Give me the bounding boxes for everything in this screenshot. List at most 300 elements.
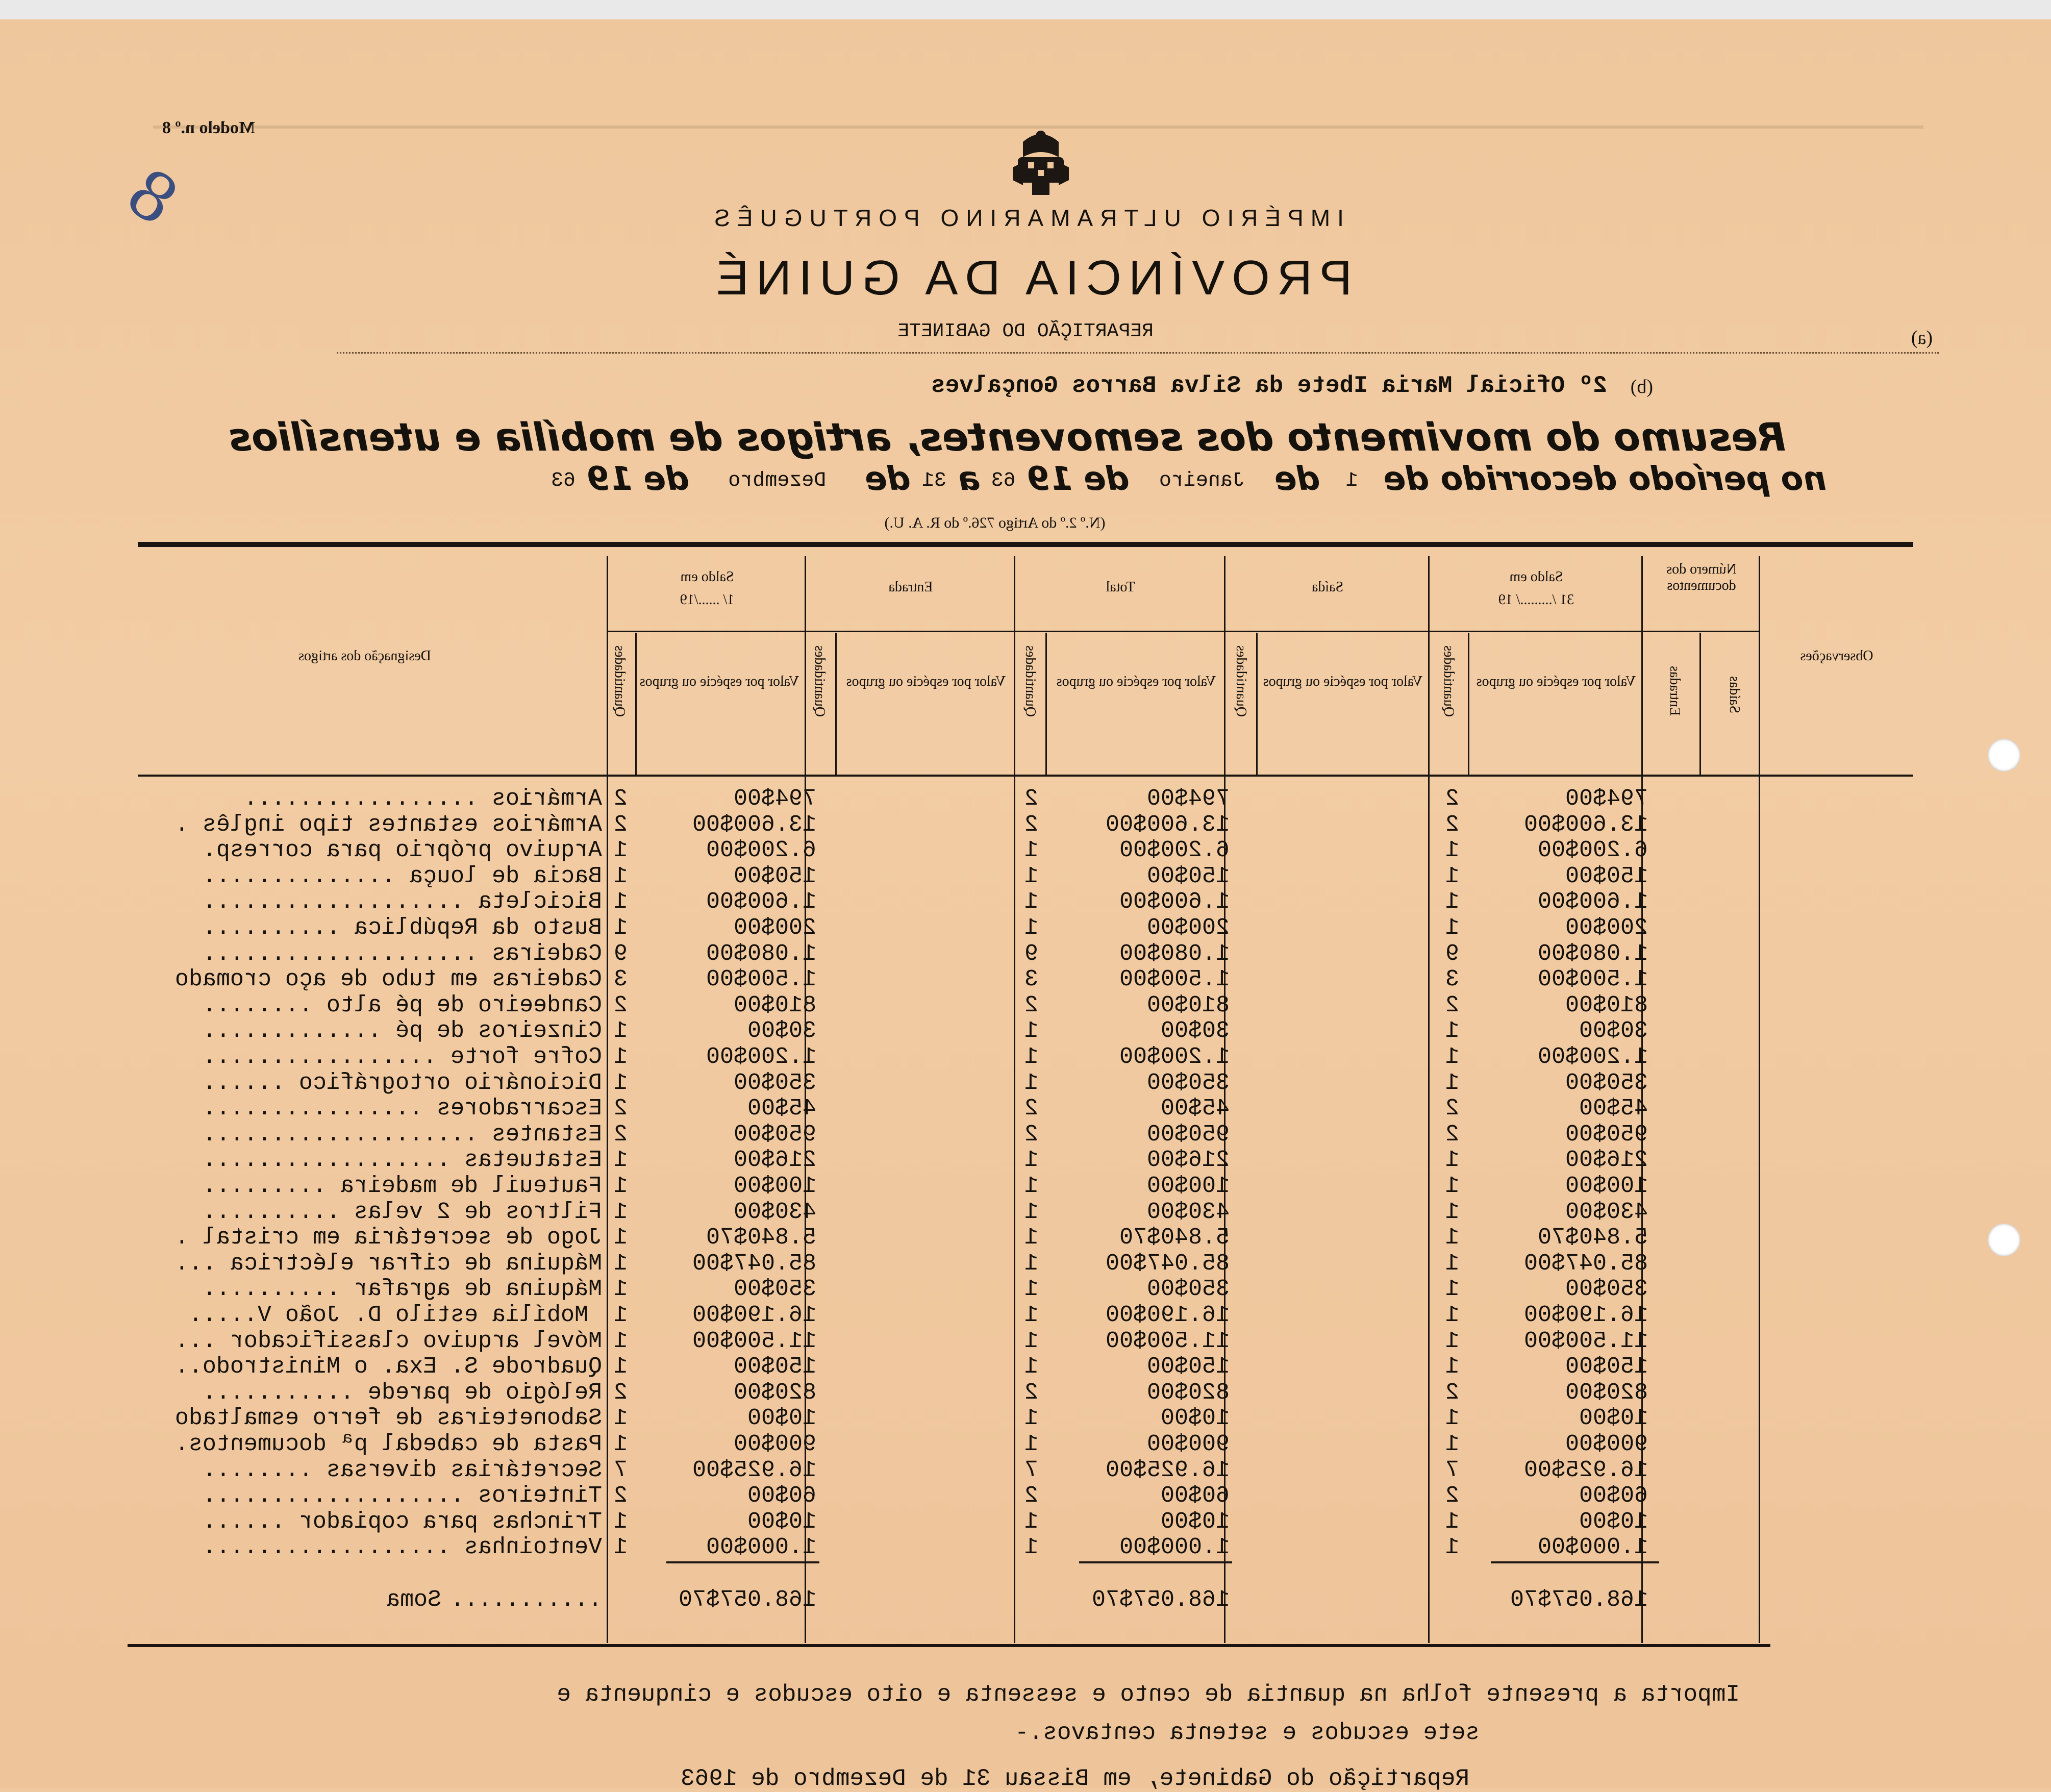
total-quantity: 2 bbox=[1024, 992, 1038, 1018]
soma-saldo1: 168.057$70 bbox=[678, 1587, 816, 1613]
table-row bbox=[0, 1070, 2051, 1096]
total-quantity: 2 bbox=[1024, 1483, 1038, 1509]
total-value: 100$00 bbox=[1146, 1173, 1230, 1199]
saldo1-value: 950$00 bbox=[733, 1121, 816, 1148]
saldo1-value: 820$00 bbox=[733, 1379, 816, 1406]
footer-line-1: Importa a presente folha na quantia de cento e sessenta e oito escudos e cinquenta e bbox=[557, 1681, 1740, 1708]
total-value: 1.080$00 bbox=[1119, 940, 1230, 967]
department-dotted-line bbox=[337, 352, 1939, 354]
subtotal-line-saldo2 bbox=[1491, 1561, 1659, 1563]
item-description: Saboneteiras de ferro esmaltado bbox=[174, 1405, 602, 1432]
saldo2-value: 10$00 bbox=[1579, 1405, 1648, 1432]
saldo2-value: 10$00 bbox=[1579, 1508, 1648, 1535]
saldo1-value: 430$00 bbox=[733, 1199, 816, 1225]
province-heading: PROVÍNCIA DA GUINÉ bbox=[709, 251, 1353, 305]
saldo1-quantity: 1 bbox=[613, 1173, 628, 1199]
saldo1-quantity: 7 bbox=[613, 1457, 628, 1483]
saldo2-quantity: 1 bbox=[1445, 1147, 1459, 1174]
saldo1-quantity: 1 bbox=[613, 837, 628, 864]
table-row bbox=[0, 812, 2051, 837]
item-description: Ventoinhas .................. bbox=[202, 1534, 602, 1561]
header-observacoes: Observações bbox=[1800, 648, 1873, 664]
item-description: Dicionário ortográfico ...... bbox=[202, 1069, 602, 1096]
period-end-day: 31 bbox=[922, 469, 947, 492]
total-quantity: 1 bbox=[1024, 1147, 1038, 1174]
saldo1-value: 85.047$00 bbox=[692, 1250, 816, 1277]
saldo2-value: 794$00 bbox=[1565, 786, 1648, 812]
total-quantity: 7 bbox=[1024, 1457, 1038, 1483]
item-description: Bacia de louça .............. bbox=[202, 863, 602, 889]
header-qtd-saida: Quantidades bbox=[1233, 645, 1249, 717]
total-value: 350$00 bbox=[1146, 1069, 1230, 1096]
table-row bbox=[0, 1276, 2051, 1302]
saldo1-value: 11.500$00 bbox=[692, 1328, 816, 1354]
empire-heading: IMPÉRIO ULTRAMARINO PORTUGUÊS bbox=[707, 205, 1344, 231]
saldo2-value: 85.047$00 bbox=[1523, 1250, 1648, 1277]
total-value: 5.840$70 bbox=[1119, 1225, 1230, 1251]
saldo1-value: 150$00 bbox=[733, 1354, 816, 1380]
total-value: 45$00 bbox=[1160, 1096, 1230, 1122]
coat-of-arms-emblem bbox=[1008, 121, 1074, 198]
saldo2-value: 45$00 bbox=[1579, 1096, 1648, 1122]
saldo2-quantity: 1 bbox=[1445, 915, 1459, 941]
total-quantity: 1 bbox=[1024, 1199, 1038, 1225]
saldo1-quantity: 1 bbox=[613, 1199, 628, 1225]
item-description: Estantes .................... bbox=[202, 1121, 602, 1148]
period-text-6: de 19 bbox=[587, 460, 689, 498]
saldo2-value: 1.600$00 bbox=[1537, 889, 1648, 915]
total-quantity: 1 bbox=[1024, 1328, 1038, 1354]
total-quantity: 1 bbox=[1024, 1302, 1038, 1328]
table-row bbox=[0, 1354, 2051, 1379]
regulation-note: (N.º 2.º do Artigo 726.º do R. A. U.) bbox=[884, 514, 1106, 531]
table-row bbox=[0, 1431, 2051, 1457]
saldo1-value: 100$00 bbox=[733, 1173, 816, 1199]
total-quantity: 1 bbox=[1024, 1534, 1038, 1561]
header-saldo-final: Saldo em bbox=[1509, 569, 1563, 585]
header-sub-rule bbox=[608, 631, 1760, 632]
item-description: Móvel arquivo classificador ... bbox=[174, 1328, 602, 1354]
saldo1-quantity: 1 bbox=[613, 915, 628, 941]
table-row bbox=[0, 863, 2051, 889]
total-value: 16.190$00 bbox=[1105, 1302, 1230, 1328]
item-description: Quadrode S. Exa. o Ministrodo.. bbox=[174, 1354, 602, 1380]
saldo2-value: 350$00 bbox=[1565, 1276, 1648, 1303]
soma-saldo2: 168.057$70 bbox=[1510, 1587, 1648, 1613]
header-valor-saida: Valor por espécie ou grupos bbox=[1263, 674, 1423, 689]
saldo2-quantity: 1 bbox=[1445, 1225, 1459, 1251]
table-row bbox=[0, 966, 2051, 992]
item-description: Cinzeiros de pé ............. bbox=[202, 1018, 602, 1044]
saldo1-quantity: 2 bbox=[613, 1121, 628, 1148]
saldo2-quantity: 2 bbox=[1445, 1379, 1459, 1406]
saldo2-quantity: 2 bbox=[1445, 992, 1459, 1018]
header-saidas: Saídas bbox=[1727, 676, 1742, 714]
total-quantity: 1 bbox=[1024, 837, 1038, 864]
saldo1-quantity: 1 bbox=[613, 1147, 628, 1174]
total-quantity: 3 bbox=[1024, 966, 1038, 993]
punch-hole-bottom bbox=[1988, 1224, 2020, 1256]
total-quantity: 1 bbox=[1024, 1069, 1038, 1096]
total-value: 11.500$00 bbox=[1105, 1328, 1230, 1354]
header-saldo-final-date: 31 /........./ 19 bbox=[1498, 592, 1574, 608]
item-description: Arquivo próprio para corresp. bbox=[202, 837, 602, 864]
period-text-4: a bbox=[958, 460, 980, 498]
table-row bbox=[0, 1147, 2051, 1173]
saldo2-quantity: 7 bbox=[1445, 1457, 1459, 1483]
table-row bbox=[0, 1044, 2051, 1069]
saldo1-quantity: 2 bbox=[613, 1483, 628, 1509]
footer-rule bbox=[128, 1644, 1770, 1647]
saldo2-quantity: 1 bbox=[1445, 863, 1459, 889]
col-sep-docs bbox=[1699, 633, 1701, 776]
period-text-3: de 19 bbox=[1027, 460, 1130, 498]
total-value: 900$00 bbox=[1146, 1431, 1230, 1457]
saldo1-value: 1.000$00 bbox=[706, 1534, 816, 1561]
note-a-mark: (a) bbox=[1911, 327, 1933, 349]
saldo1-value: 1.500$00 bbox=[706, 966, 816, 993]
total-value: 794$00 bbox=[1146, 786, 1230, 812]
footer-line-3: Repartição do Gabinete, em Bissau 31 de Dezembro de 1963 bbox=[681, 1765, 1469, 1792]
table-row bbox=[0, 1483, 2051, 1508]
soma-label: Soma bbox=[386, 1587, 441, 1613]
item-description: Máquina de cifrar eléctrica ... bbox=[174, 1250, 602, 1277]
total-value: 810$00 bbox=[1146, 992, 1230, 1018]
table-row bbox=[0, 1405, 2051, 1431]
saldo1-quantity: 1 bbox=[613, 1302, 628, 1328]
header-saldo-inicial-date: 1/ ....../19 bbox=[680, 592, 735, 608]
total-quantity: 1 bbox=[1024, 1225, 1038, 1251]
saldo2-value: 16.190$00 bbox=[1523, 1302, 1648, 1328]
saldo2-quantity: 1 bbox=[1445, 1302, 1459, 1328]
total-quantity: 1 bbox=[1024, 1431, 1038, 1457]
item-description: Escarradores ................ bbox=[202, 1096, 602, 1122]
saldo2-quantity: 1 bbox=[1445, 1508, 1459, 1535]
table-row bbox=[0, 1380, 2051, 1405]
col-sep-total-q bbox=[1045, 633, 1047, 776]
official-name: 2º Oficial Maria Ibete da Silva Barros Gonçalves bbox=[931, 372, 1607, 399]
table-row bbox=[0, 1173, 2051, 1199]
total-quantity: 1 bbox=[1024, 1250, 1038, 1277]
total-quantity: 1 bbox=[1024, 1173, 1038, 1199]
header-saldo-inicial: Saldo em bbox=[680, 569, 734, 585]
saldo1-quantity: 1 bbox=[613, 1250, 628, 1277]
total-value: 150$00 bbox=[1146, 863, 1230, 889]
item-description: Relógio de parede ........... bbox=[202, 1379, 602, 1406]
item-description: Armários estantes tipo inglês . bbox=[174, 811, 602, 838]
total-value: 216$00 bbox=[1146, 1147, 1230, 1174]
saldo2-value: 150$00 bbox=[1565, 863, 1648, 889]
saldo1-quantity: 1 bbox=[613, 1354, 628, 1380]
saldo1-value: 45$00 bbox=[747, 1096, 816, 1122]
saldo2-quantity: 1 bbox=[1445, 1018, 1459, 1044]
saldo1-quantity: 1 bbox=[613, 1431, 628, 1457]
saldo1-quantity: 1 bbox=[613, 1069, 628, 1096]
subtotal-line-total bbox=[1079, 1561, 1232, 1563]
total-value: 6.200$00 bbox=[1119, 837, 1230, 864]
saldo2-quantity: 2 bbox=[1445, 1483, 1459, 1509]
saldo2-value: 100$00 bbox=[1565, 1173, 1648, 1199]
table-row bbox=[0, 837, 2051, 863]
total-quantity: 1 bbox=[1024, 889, 1038, 915]
table-row bbox=[0, 1122, 2051, 1147]
saldo2-quantity: 2 bbox=[1445, 1121, 1459, 1148]
period-line bbox=[551, 460, 1827, 498]
item-description: Cadeiras em tubo de aço cromado bbox=[174, 966, 602, 993]
total-quantity: 1 bbox=[1024, 863, 1038, 889]
item-description: Pasta de cabedal pª documentos. bbox=[174, 1431, 602, 1457]
saldo2-quantity: 9 bbox=[1445, 940, 1459, 967]
saldo2-value: 16.925$00 bbox=[1523, 1457, 1648, 1483]
saldo1-value: 16.925$00 bbox=[692, 1457, 816, 1483]
total-quantity: 2 bbox=[1024, 786, 1038, 812]
saldo1-value: 6.200$00 bbox=[706, 837, 816, 864]
table-row bbox=[0, 1534, 2051, 1560]
saldo1-quantity: 2 bbox=[613, 1379, 628, 1406]
saldo2-value: 13.600$00 bbox=[1523, 811, 1648, 838]
item-description: Cadeiras .................... bbox=[202, 940, 602, 967]
saldo1-quantity: 1 bbox=[613, 1225, 628, 1251]
saldo1-value: 10$00 bbox=[747, 1405, 816, 1432]
saldo1-value: 1.080$00 bbox=[706, 940, 816, 967]
header-numero-docs: Número dos documentos bbox=[1666, 561, 1737, 594]
saldo1-value: 810$00 bbox=[733, 992, 816, 1018]
col-sep-entrada-q bbox=[835, 633, 837, 776]
table-row bbox=[0, 786, 2051, 811]
saldo1-quantity: 1 bbox=[613, 1508, 628, 1535]
header-valor-saldo1: Valor por espécie ou grupos bbox=[639, 674, 799, 689]
saldo1-quantity: 1 bbox=[613, 1276, 628, 1303]
saldo1-quantity: 3 bbox=[613, 966, 628, 993]
header-entradas: Entradas bbox=[1667, 666, 1683, 716]
total-value: 10$00 bbox=[1160, 1508, 1230, 1535]
saldo1-value: 13.600$00 bbox=[692, 811, 816, 838]
header-valor-total: Valor por espécie ou grupos bbox=[1056, 674, 1216, 689]
saldo2-value: 350$00 bbox=[1565, 1069, 1648, 1096]
total-quantity: 9 bbox=[1024, 940, 1038, 967]
saldo2-quantity: 1 bbox=[1445, 1354, 1459, 1380]
saldo2-quantity: 1 bbox=[1445, 1044, 1459, 1070]
saldo1-value: 1.200$00 bbox=[706, 1044, 816, 1070]
table-row bbox=[0, 1302, 2051, 1328]
item-description: Bicicleta ................... bbox=[202, 889, 602, 915]
header-designacao: Designação dos artigos bbox=[298, 648, 431, 664]
item-description: Armários ................. bbox=[243, 786, 602, 812]
saldo2-quantity: 2 bbox=[1445, 811, 1459, 838]
total-quantity: 1 bbox=[1024, 1508, 1038, 1535]
total-value: 820$00 bbox=[1146, 1379, 1230, 1406]
header-total: Total bbox=[1106, 579, 1135, 595]
saldo2-value: 1.200$00 bbox=[1537, 1044, 1648, 1070]
item-description: Tinteiros ................... bbox=[202, 1483, 602, 1509]
saldo1-quantity: 2 bbox=[613, 786, 628, 812]
period-start-day: 1 bbox=[1345, 469, 1358, 492]
saldo1-value: 794$00 bbox=[733, 786, 816, 812]
saldo2-quantity: 3 bbox=[1445, 966, 1459, 993]
total-value: 16.925$00 bbox=[1105, 1457, 1230, 1483]
saldo1-value: 10$00 bbox=[747, 1508, 816, 1535]
item-description: Máquina de agrafar .......... bbox=[202, 1276, 602, 1303]
period-start-month: Janeiro bbox=[1159, 469, 1245, 492]
col-sep-saldo1-q bbox=[635, 633, 637, 776]
saldo1-quantity: 1 bbox=[613, 1044, 628, 1070]
total-quantity: 1 bbox=[1024, 1405, 1038, 1432]
footer-line-2: sete escudos e setenta centavos.- bbox=[1015, 1720, 1480, 1746]
table-row bbox=[0, 1018, 2051, 1043]
total-value: 30$00 bbox=[1160, 1018, 1230, 1044]
soma-total: 168.057$70 bbox=[1091, 1587, 1230, 1613]
total-quantity: 1 bbox=[1024, 915, 1038, 941]
saldo2-quantity: 1 bbox=[1445, 1199, 1459, 1225]
header-qtd-saldo2: Quantidades bbox=[1441, 645, 1457, 717]
total-value: 950$00 bbox=[1146, 1121, 1230, 1148]
total-value: 350$00 bbox=[1146, 1276, 1230, 1303]
total-value: 430$00 bbox=[1146, 1199, 1230, 1225]
table-row bbox=[0, 1096, 2051, 1121]
saldo1-value: 200$00 bbox=[733, 915, 816, 941]
saldo1-value: 5.840$70 bbox=[706, 1225, 816, 1251]
period-text-5: de bbox=[865, 460, 911, 498]
saldo1-value: 216$00 bbox=[733, 1147, 816, 1174]
period-end-year: 63 bbox=[551, 469, 576, 492]
punch-hole-top bbox=[1988, 739, 2020, 771]
item-description: Jogo de secretária em cristal . bbox=[174, 1225, 602, 1251]
table-row bbox=[0, 915, 2051, 940]
saldo2-quantity: 1 bbox=[1445, 1250, 1459, 1277]
department-heading: REPARTIÇÃO DO GABINETE bbox=[897, 320, 1154, 342]
item-description: Trinchas para copiador ...... bbox=[202, 1508, 602, 1535]
period-text-2: de bbox=[1274, 460, 1320, 498]
document-title: Resumo do movimento dos semoventes, artigos de mobília e utensílios bbox=[228, 414, 1786, 460]
soma-dots: ........... bbox=[450, 1587, 602, 1613]
saldo2-value: 200$00 bbox=[1565, 915, 1648, 941]
saldo2-quantity: 1 bbox=[1445, 1431, 1459, 1457]
table-row bbox=[0, 1251, 2051, 1276]
item-description: Busto da República .......... bbox=[202, 915, 602, 941]
saldo2-quantity: 2 bbox=[1445, 786, 1459, 812]
scan-top-strip bbox=[0, 0, 2051, 19]
saldo2-value: 150$00 bbox=[1565, 1354, 1648, 1380]
note-b-mark: (b) bbox=[1630, 376, 1653, 397]
saldo2-value: 810$00 bbox=[1565, 992, 1648, 1018]
header-valor-saldo2: Valor por espécie ou grupos bbox=[1476, 674, 1636, 689]
item-description: Filtros de 2 velas .......... bbox=[202, 1199, 602, 1225]
total-quantity: 2 bbox=[1024, 1096, 1038, 1122]
modelo-label: Modelo n.º 8 bbox=[162, 118, 255, 137]
saldo2-value: 1.080$00 bbox=[1537, 940, 1648, 967]
total-value: 1.000$00 bbox=[1119, 1534, 1230, 1561]
handwritten-mark: 8 bbox=[113, 153, 192, 241]
saldo1-quantity: 2 bbox=[613, 811, 628, 838]
saldo1-value: 16.190$00 bbox=[692, 1302, 816, 1328]
table-row bbox=[0, 992, 2051, 1018]
total-quantity: 2 bbox=[1024, 1379, 1038, 1406]
total-quantity: 1 bbox=[1024, 1018, 1038, 1044]
total-quantity: 1 bbox=[1024, 1276, 1038, 1303]
saldo1-quantity: 1 bbox=[613, 1534, 628, 1561]
saldo1-quantity: 1 bbox=[613, 889, 628, 915]
saldo2-value: 11.500$00 bbox=[1523, 1328, 1648, 1354]
total-quantity: 2 bbox=[1024, 1121, 1038, 1148]
header-qtd-entrada: Quantidades bbox=[812, 645, 828, 717]
saldo1-value: 900$00 bbox=[733, 1431, 816, 1457]
header-bottom-rule bbox=[138, 775, 1913, 777]
saldo2-value: 6.200$00 bbox=[1537, 837, 1648, 864]
total-quantity: 1 bbox=[1024, 1354, 1038, 1380]
item-description: Fauteuil de madeira ......... bbox=[202, 1173, 602, 1199]
table-row bbox=[0, 941, 2051, 966]
saldo1-quantity: 9 bbox=[613, 940, 628, 967]
header-valor-entrada: Valor por espécie ou grupos bbox=[846, 674, 1006, 689]
saldo1-value: 60$00 bbox=[747, 1483, 816, 1509]
saldo2-quantity: 1 bbox=[1445, 1534, 1459, 1561]
table-row bbox=[0, 889, 2051, 914]
saldo1-quantity: 1 bbox=[613, 1405, 628, 1432]
table-row bbox=[0, 1225, 2051, 1250]
saldo1-quantity: 2 bbox=[613, 1096, 628, 1122]
total-quantity: 1 bbox=[1024, 1044, 1038, 1070]
saldo2-quantity: 1 bbox=[1445, 1173, 1459, 1199]
table-row bbox=[0, 1457, 2051, 1483]
header-saida: Saída bbox=[1311, 579, 1344, 595]
total-value: 85.047$00 bbox=[1105, 1250, 1230, 1277]
table-row bbox=[0, 1328, 2051, 1354]
item-description: Candeeiro de pé alto ........ bbox=[202, 992, 602, 1018]
header-qtd-saldo1: Quantidades bbox=[612, 645, 628, 717]
saldo1-value: 30$00 bbox=[747, 1018, 816, 1044]
saldo2-quantity: 1 bbox=[1445, 1069, 1459, 1096]
saldo2-quantity: 2 bbox=[1445, 1096, 1459, 1122]
header-entrada: Entrada bbox=[888, 579, 933, 595]
saldo1-value: 350$00 bbox=[733, 1069, 816, 1096]
saldo2-value: 5.840$70 bbox=[1537, 1225, 1648, 1251]
saldo2-value: 1.000$00 bbox=[1537, 1534, 1648, 1561]
period-start-year: 63 bbox=[991, 469, 1016, 492]
period-text-1: no período decorrido de bbox=[1383, 460, 1827, 498]
col-sep-saida-q bbox=[1256, 633, 1258, 776]
saldo2-value: 430$00 bbox=[1565, 1199, 1648, 1225]
total-value: 150$00 bbox=[1146, 1354, 1230, 1380]
saldo2-value: 30$00 bbox=[1579, 1018, 1648, 1044]
saldo1-value: 1.600$00 bbox=[706, 889, 816, 915]
saldo1-quantity: 1 bbox=[613, 1018, 628, 1044]
header-qtd-total: Quantidades bbox=[1022, 645, 1038, 717]
period-end-month: Dezembro bbox=[728, 469, 827, 492]
saldo2-quantity: 1 bbox=[1445, 1276, 1459, 1303]
table-top-rule bbox=[138, 542, 1913, 547]
saldo2-quantity: 1 bbox=[1445, 837, 1459, 864]
saldo2-value: 1.500$00 bbox=[1537, 966, 1648, 993]
total-value: 10$00 bbox=[1160, 1405, 1230, 1432]
total-value: 1.500$00 bbox=[1119, 966, 1230, 993]
item-description: Secretárias diversas ........ bbox=[202, 1457, 602, 1483]
total-value: 1.200$00 bbox=[1119, 1044, 1230, 1070]
total-value: 60$00 bbox=[1160, 1483, 1230, 1509]
item-description: Estatuetas .................. bbox=[202, 1147, 602, 1174]
saldo1-value: 350$00 bbox=[733, 1276, 816, 1303]
col-sep-saldo2-q bbox=[1468, 633, 1469, 776]
saldo2-value: 900$00 bbox=[1565, 1431, 1648, 1457]
saldo1-quantity: 2 bbox=[613, 992, 628, 1018]
saldo2-value: 950$00 bbox=[1565, 1121, 1648, 1148]
saldo2-quantity: 1 bbox=[1445, 1405, 1459, 1432]
saldo2-quantity: 1 bbox=[1445, 889, 1459, 915]
table-row bbox=[0, 1199, 2051, 1225]
saldo2-value: 820$00 bbox=[1565, 1379, 1648, 1406]
item-description: Cofre forte ................. bbox=[202, 1044, 602, 1070]
total-value: 1.600$00 bbox=[1119, 889, 1230, 915]
subtotal-line-saldo1 bbox=[666, 1561, 819, 1563]
